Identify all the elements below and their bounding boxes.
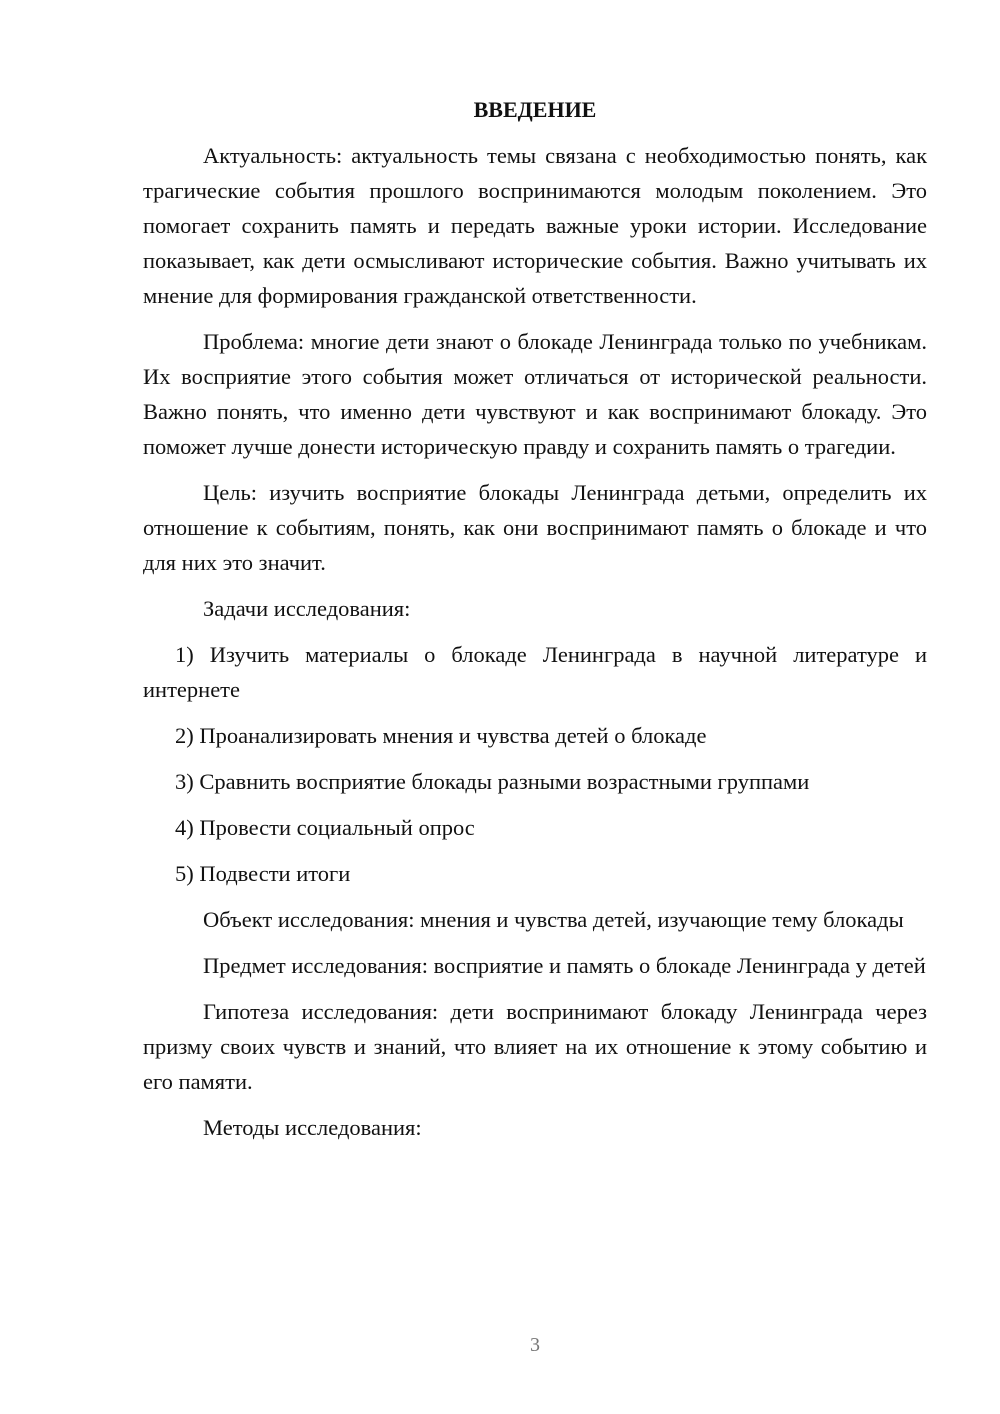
goal-paragraph: Цель: изучить восприятие блокады Ленинграда детьми, определить их отношение к событиям, понять, как они воспринимают память о блокаде и что для них это значит.: [143, 480, 927, 575]
object-paragraph: Объект исследования: мнения и чувства детей, изучающие тему блокады: [203, 907, 904, 932]
task-item: 2) Проанализировать мнения и чувства детей о блокаде: [175, 723, 707, 748]
page-number: 3: [530, 1334, 540, 1356]
tasks-heading: Задачи исследования:: [203, 596, 411, 621]
section-title: ВВЕДЕНИЕ: [473, 97, 597, 122]
hypothesis-paragraph: Гипотеза исследования: дети воспринимают блокаду Ленинграда через призму своих чувств и знаний, что влияет на их отношение к этому событию и его памяти.: [143, 999, 927, 1094]
task-item: 1) Изучить материалы о блокаде Ленинграда в научной литературе и интернете: [143, 642, 927, 702]
task-item: 4) Провести социальный опрос: [175, 815, 475, 840]
subject-paragraph: Предмет исследования: восприятие и память о блокаде Ленинграда у детей: [203, 953, 926, 978]
problem-paragraph: Проблема: многие дети знают о блокаде Ленинграда только по учебникам. Их восприятие этого события может отличаться от исторической реальности. Важно понять, что именно дети чувствуют и как воспринимают блокаду. Это поможет лучше донести историческую правду и сохранить память о трагедии.: [143, 329, 927, 459]
document-page: [143, 92, 927, 1156]
methods-heading: Методы исследования:: [203, 1115, 422, 1140]
relevance-paragraph: Актуальность: актуальность темы связана с необходимостью понять, как трагические события прошлого воспринимаются молодым поколением. Это помогает сохранить память и передать важные уроки истории. Исследование показывает, как дети осмысливают исторические события. Важно учитывать их мнение для формирования гражданской ответственности.: [143, 143, 927, 308]
task-item: 5) Подвести итоги: [175, 861, 351, 886]
task-item: 3) Сравнить восприятие блокады разными возрастными группами: [175, 769, 810, 794]
